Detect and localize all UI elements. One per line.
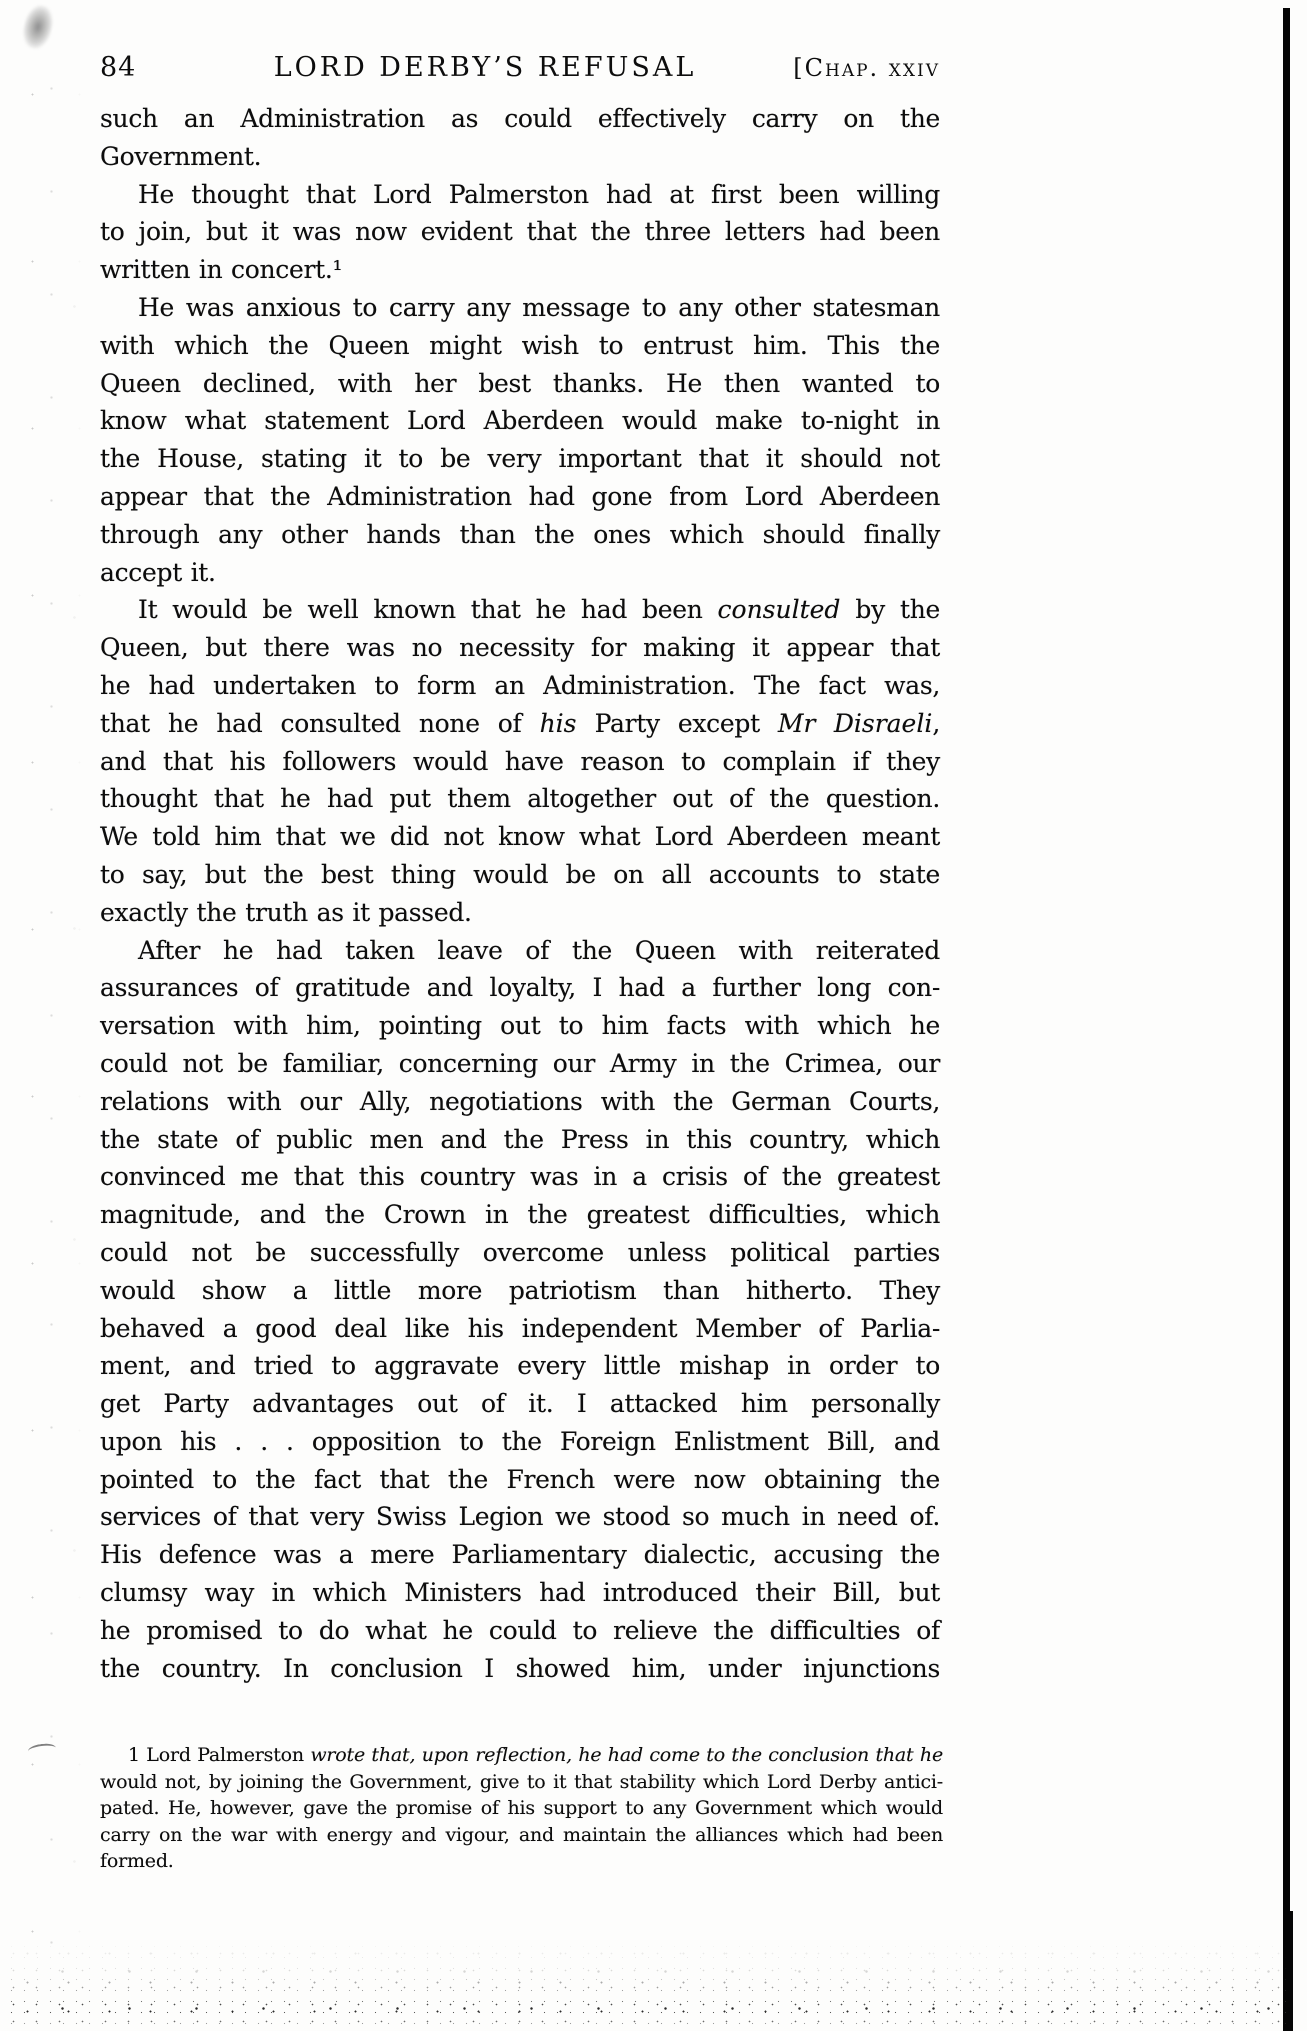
text-line: accept it.	[100, 557, 216, 587]
text-line: know what statement Lord Aberdeen would make to-night in	[100, 406, 940, 436]
paragraph	[100, 100, 940, 176]
text-line: the country. In conclusion I showed him, under injunctions	[100, 1653, 940, 1683]
text-line: Queen, but there was no necessity for making it appear that	[100, 633, 940, 663]
footnote	[100, 1742, 943, 1875]
text-line: upon his . . . opposition to the Foreign Enlistment Bill, and	[100, 1426, 940, 1456]
paragraph	[100, 591, 940, 931]
footnote-line: would not, by joining the Government, give to it that stability which Lord Derby antici-	[100, 1770, 943, 1793]
paragraph	[100, 932, 940, 1688]
text-line: After he had taken leave of the Queen with reiterated	[138, 935, 940, 965]
text-line: and that his followers would have reason to complain if they	[100, 746, 940, 776]
scan-edge-line	[1283, 8, 1290, 2031]
scan-noise-left-margin	[0, 0, 90, 2031]
text-line: His defence was a mere Parliamentary dialectic, accusing the	[100, 1540, 940, 1570]
text-line: ment, and tried to aggravate every little mishap in order to	[100, 1351, 940, 1381]
text-line: would show a little more patriotism than hitherto. They	[100, 1275, 940, 1305]
text-line: to join, but it was now evident that the three letters had been	[100, 217, 940, 247]
text-line: could not be successfully overcome unless political parties	[100, 1237, 940, 1267]
text-line: that he had consulted none of his Party except Mr Disraeli,	[100, 708, 941, 738]
text-line: It would be well known that he had been consulted by the	[138, 595, 940, 625]
text-line: Queen declined, with her best thanks. He then wanted to	[100, 368, 940, 398]
text-line: magnitude, and the Crown in the greatest difficulties, which	[100, 1200, 940, 1230]
text-line: He was anxious to carry any message to any other statesman	[138, 292, 940, 322]
text-line: behaved a good deal like his independent Member of Parlia-	[100, 1313, 940, 1343]
text-line: written in concert.¹	[100, 255, 343, 285]
body-text	[100, 100, 940, 1687]
text-line: exactly the truth as it passed.	[100, 897, 472, 927]
text-line: he promised to do what he could to relieve the difficulties of	[100, 1615, 940, 1645]
text-line: could not be familiar, concerning our Army in the Crimea, our	[100, 1048, 940, 1078]
text-line: We told him that we did not know what Lord Aberdeen meant	[100, 822, 940, 852]
text-line: Government.	[100, 141, 262, 171]
text-line: pointed to the fact that the French were now obtaining the	[100, 1464, 940, 1494]
footnote-line: formed.	[100, 1850, 174, 1873]
footnote-line: pated. He, however, gave the promise of his support to any Government which would	[100, 1797, 943, 1820]
scan-noise-bottom	[0, 1936, 1296, 2028]
text-line: through any other hands than the ones which should finally	[100, 519, 940, 549]
text-line: the state of public men and the Press in this country, which	[100, 1124, 940, 1154]
text-line: He thought that Lord Palmerston had at first been willing	[138, 179, 940, 209]
text-line: clumsy way in which Ministers had introduced their Bill, but	[100, 1578, 940, 1608]
page-header	[100, 52, 940, 92]
text-line: the House, stating it to be very important that it should not	[100, 444, 940, 474]
footnote-line: 1 Lord Palmerston wrote that, upon reflection, he had come to the conclusion that he	[128, 1744, 943, 1766]
text-line: relations with our Ally, negotiations with the German Courts,	[100, 1086, 940, 1116]
text-line: to say, but the best thing would be on all accounts to state	[100, 859, 940, 889]
paragraph	[100, 289, 940, 591]
paragraph	[100, 176, 940, 289]
footnote-line: carry on the war with energy and vigour, and maintain the alliances which had been	[100, 1823, 943, 1846]
text-line: he had undertaken to form an Administration. The fact was,	[100, 670, 940, 700]
text-line: with which the Queen might wish to entrust him. This the	[100, 330, 940, 360]
running-title: LORD DERBY’S REFUSAL	[273, 52, 697, 83]
chapter-marker: [Chap. xxiv	[793, 54, 940, 82]
text-line: get Party advantages out of it. I attacked him personally	[100, 1389, 940, 1419]
page-number: 84	[100, 52, 137, 83]
text-line: assurances of gratitude and loyalty, I had a further long con-	[100, 973, 940, 1003]
text-line: versation with him, pointing out to him facts with which he	[100, 1011, 940, 1041]
text-line: appear that the Administration had gone from Lord Aberdeen	[100, 481, 940, 511]
text-line: such an Administration as could effectively carry on the	[100, 104, 940, 133]
text-line: services of that very Swiss Legion we stood so much in need of.	[100, 1502, 940, 1532]
text-line: convinced me that this country was in a crisis of the greatest	[100, 1162, 940, 1192]
text-line: thought that he had put them altogether out of the question.	[100, 784, 940, 814]
